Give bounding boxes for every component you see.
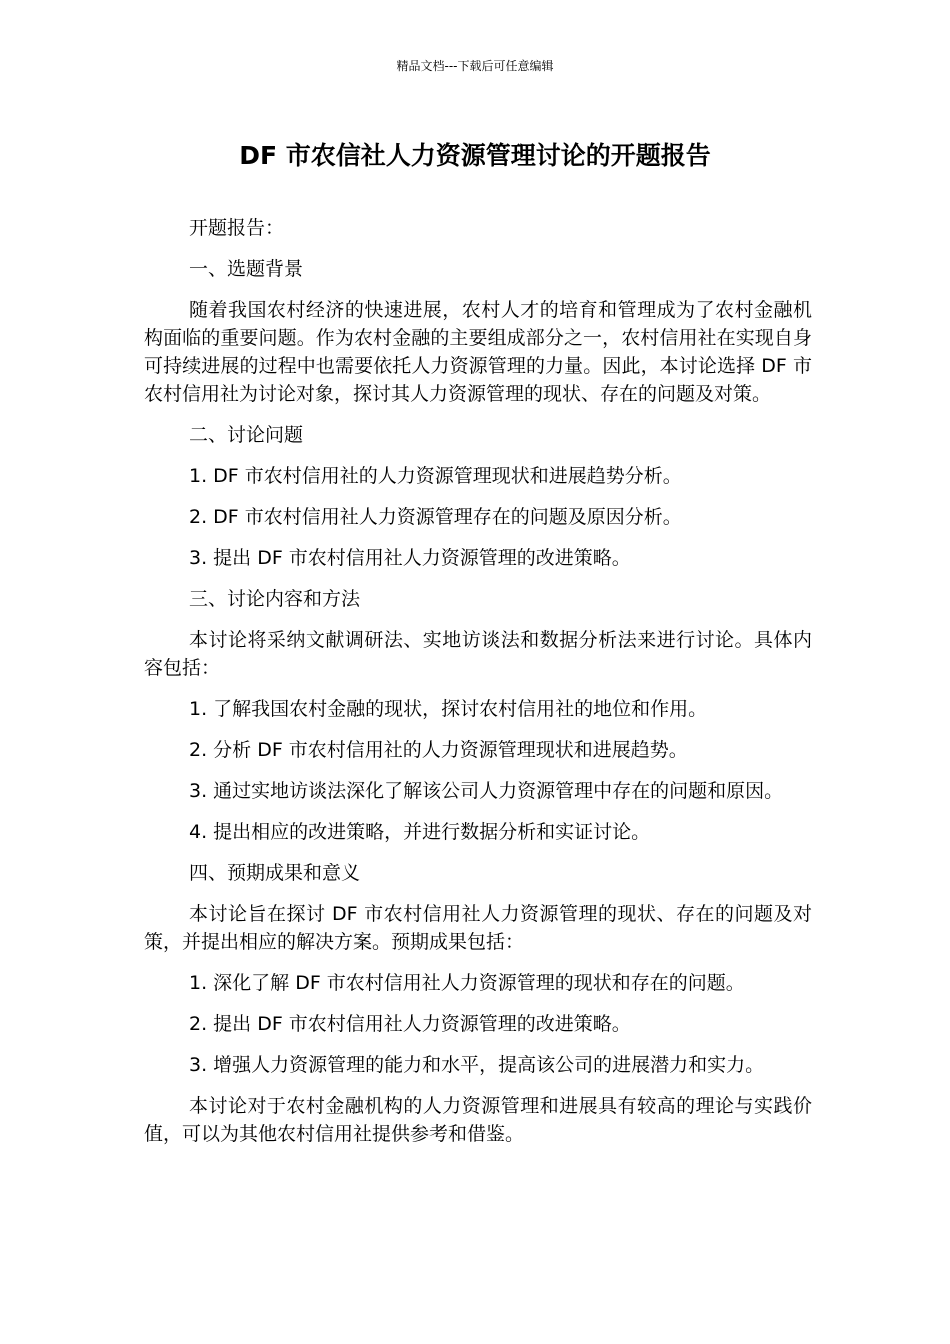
outcome-item-3: 3. 增强人力资源管理的能力和水平，提高该公司的进展潜力和实力。 [189,1054,765,1076]
outcome-item-1: 1. 深化了解 DF 市农村信用社人力资源管理的现状和存在的问题。 [189,972,745,994]
question-item-2: 2. DF 市农村信用社人力资源管理存在的问题及原因分析。 [189,506,682,528]
section-heading-questions: 二、讨论问题 [189,424,304,446]
document-title: DF 市农信社人力资源管理讨论的开题报告 [239,141,711,170]
page-header: 精品文档---下载后可任意编辑 [396,59,554,73]
outcomes-paragraph: 本讨论旨在探讨 DF 市农村信用社人力资源管理的现状、存在的问题及对策，并提出相应的解决方案。预期成果包括： [144,903,812,953]
section-heading-background: 一、选题背景 [189,258,304,280]
content-item-4: 4. 提出相应的改进策略，并进行数据分析和实证讨论。 [189,821,651,843]
content-item-3: 3. 通过实地访谈法深化了解该公司人力资源管理中存在的问题和原因。 [189,780,784,802]
background-paragraph: 随着我国农村经济的快速进展，农村人才的培育和管理成为了农村金融机构面临的重要问题。作为农村金融的主要组成部分之一，农村信用社在实现自身可持续进展的过程中也需要依托人力资源管理的力量。因此，本讨论选择 DF 市农村信用社为讨论对象，探讨其人力资源管理的现状、存在的问题及对策。 [144,299,812,405]
question-item-3: 3. 提出 DF 市农村信用社人力资源管理的改进策略。 [189,547,631,569]
question-item-1: 1. DF 市农村信用社的人力资源管理现状和进展趋势分析。 [189,465,682,487]
report-label: 开题报告： [189,217,285,239]
closing-paragraph: 本讨论对于农村金融机构的人力资源管理和进展具有较高的理论与实践价值，可以为其他农村信用社提供参考和借鉴。 [144,1095,812,1145]
section-heading-methods: 三、讨论内容和方法 [189,588,361,610]
outcome-item-2: 2. 提出 DF 市农村信用社人力资源管理的改进策略。 [189,1013,631,1035]
section-heading-outcomes: 四、预期成果和意义 [189,862,361,884]
methods-paragraph: 本讨论将采纳文献调研法、实地访谈法和数据分析法来进行讨论。具体内容包括： [144,629,812,679]
content-item-1: 1. 了解我国农村金融的现状，探讨农村信用社的地位和作用。 [189,698,708,720]
document-body [144,214,812,1161]
content-item-2: 2. 分析 DF 市农村信用社的人力资源管理现状和进展趋势。 [189,739,688,761]
